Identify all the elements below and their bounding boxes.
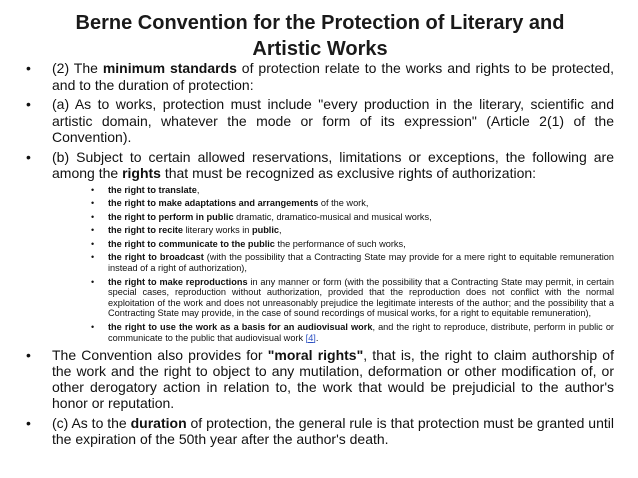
right-communicate: • the right to communicate to the public the performance of such works, [91,238,406,249]
bullet-icon: • [91,225,95,236]
right-recite: • the right to recite literary works in public, [91,225,282,236]
bullet-moral-rights: • The Convention also provides for "moral rights", that is, the right to claim authorship of the work and the right to object to any mutilation, deformation or other modification of, or other derogatory action in relation to, the work that would be prejudicial to the author's honor or reputation. [26,347,614,412]
bullet-icon: • [91,211,95,222]
bullet-icon: • [91,322,95,333]
content [0,60,638,450]
right-translate: • the right to translate, [91,184,200,195]
right-perform: • the right to perform in public dramatic, dramatico-musical and musical works, [91,211,432,222]
bullet-icon: • [91,238,95,249]
bullet-duration: • (c) As to the duration of protection, the general rule is that protection must be granted until the expiration of the 50th year after the author's death. [26,415,614,448]
bullet-icon: • [26,148,31,165]
slide-title: Berne Convention for the Protection of Literary and Artistic Works [75,12,565,60]
right-broadcast: • the right to broadcast (with the possibility that a Contracting State may provide for a mere right to equitable remuneration instead of a right of authorization), [91,252,614,274]
bullet-works: • (a) As to works, protection must include "every production in the literary, scientific and artistic domain, whatever the mode or form of its expression" (Article 2(1) of the Convention). [26,96,614,145]
bullet-icon: • [91,184,95,195]
bullet-icon: • [26,415,31,432]
right-audiovisual: • the right to use the work as a basis for an audiovisual work, and the right to reproduce, distribute, perform in public or communicate to the public that audiovisual work [4]. [91,322,614,343]
reference-link[interactable]: [4] [305,332,316,343]
bullet-icon: • [26,60,31,76]
right-reproductions: • the right to make reproductions in any manner or form (with the possibility that a Contracting State may permit, in certain special cases, reproduction without authorization, provided that the reproduction does not conflict with the normal exploitation of the work and does not unreasonably prejudice the legitimate interests of the author; and the possibility that a Contracting State may provide, in the case of sound recordings of musical works, for a right to equitable remuneration), [91,276,614,319]
bullet-icon: • [91,252,95,263]
bullet-icon: • [26,347,31,364]
bullet-icon: • [91,276,95,287]
bullet-icon: • [91,198,95,209]
bullet-minimum-standards: • (2) The minimum standards of protection relate to the works and rights to be protected, and to the duration of protection: [26,60,614,93]
bullet-rights: • (b) Subject to certain allowed reservations, limitations or exceptions, the following are among the rights that must be recognized as exclusive rights of authorization: [26,148,614,181]
right-adaptations: • the right to make adaptations and arrangements of the work, [91,198,369,209]
bullet-icon: • [26,96,31,112]
